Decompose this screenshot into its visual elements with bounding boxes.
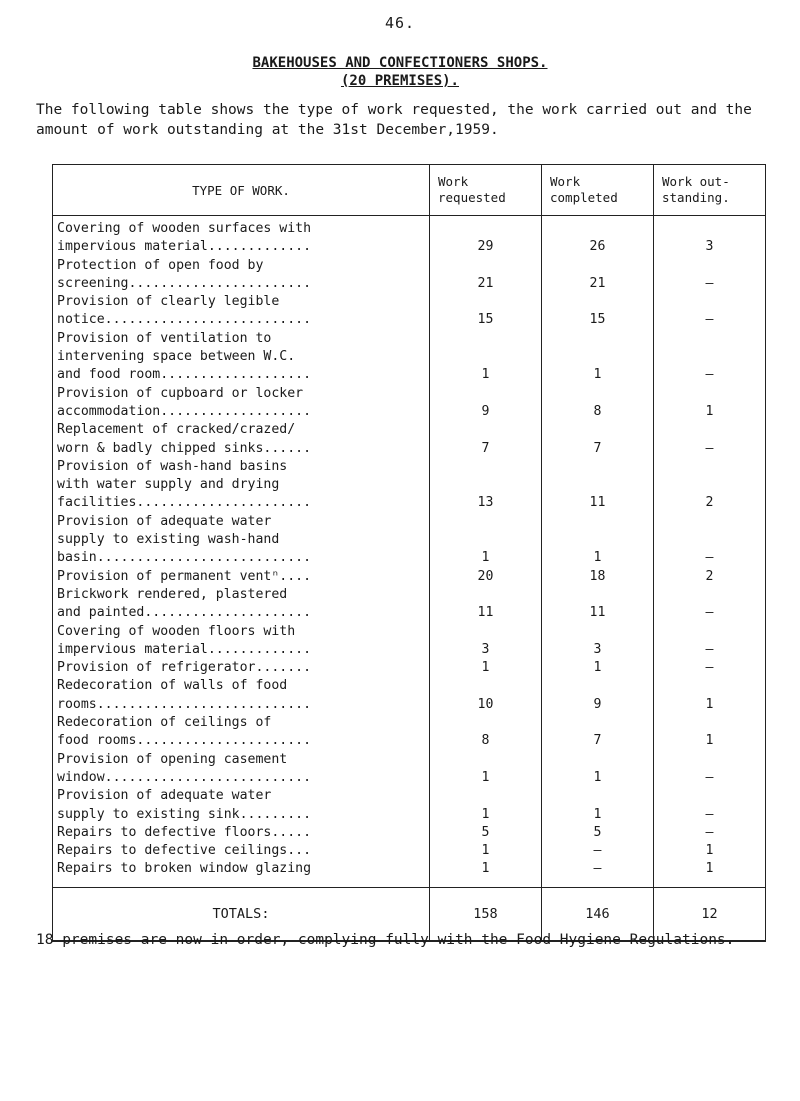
table-row — [53, 860, 766, 887]
row-completed: 18 — [542, 568, 654, 586]
row-type-of-work: Protection of open food by screening....................... — [53, 257, 430, 294]
table-body — [53, 216, 766, 888]
header-work-outstanding: Work out-standing. — [654, 165, 766, 216]
row-requested: 1 — [430, 330, 542, 385]
totals-requested: 158 — [430, 887, 542, 941]
header-work-completed: Work completed — [542, 165, 654, 216]
row-outstanding: – — [654, 293, 766, 330]
row-type-of-work: Provision of permanent ventⁿ.... — [53, 568, 430, 586]
row-outstanding: – — [654, 421, 766, 458]
row-requested: 10 — [430, 677, 542, 714]
table-row — [53, 714, 766, 751]
row-type-of-work: Redecoration of walls of food rooms........................... — [53, 677, 430, 714]
table-row — [53, 293, 766, 330]
table-row — [53, 385, 766, 422]
row-outstanding: – — [654, 257, 766, 294]
row-type-of-work: Provision of wash-hand basins with water supply and drying facilities...................... — [53, 458, 430, 513]
table-row — [53, 677, 766, 714]
row-requested: 29 — [430, 216, 542, 257]
page-title — [0, 54, 800, 90]
row-type-of-work: Covering of wooden surfaces with impervious material............. — [53, 216, 430, 257]
table-row — [53, 751, 766, 788]
table-header-row — [53, 165, 766, 216]
row-outstanding: – — [654, 751, 766, 788]
row-completed: 11 — [542, 586, 654, 623]
table-row — [53, 586, 766, 623]
row-completed: 5 — [542, 824, 654, 842]
row-outstanding: 3 — [654, 216, 766, 257]
table-row — [53, 216, 766, 257]
row-type-of-work: Provision of clearly legible notice.......................... — [53, 293, 430, 330]
table-row — [53, 659, 766, 677]
table-row — [53, 623, 766, 660]
row-completed: 1 — [542, 659, 654, 677]
row-outstanding: 2 — [654, 568, 766, 586]
row-requested: 1 — [430, 659, 542, 677]
row-outstanding: – — [654, 586, 766, 623]
totals-label: TOTALS: — [53, 887, 430, 941]
row-requested: 3 — [430, 623, 542, 660]
intro-paragraph: The following table shows the type of work requested, the work carried out and the amount of work outstanding at the 31st December,1959. — [36, 102, 752, 138]
title-line-2: (20 PREMISES). — [340, 73, 459, 89]
row-type-of-work: Provision of adequate water supply to existing wash-hand basin........................... — [53, 513, 430, 568]
table-row — [53, 787, 766, 824]
table-row — [53, 824, 766, 842]
row-completed: 8 — [542, 385, 654, 422]
row-type-of-work: Provision of cupboard or locker accommodation................... — [53, 385, 430, 422]
table-row — [53, 458, 766, 513]
table-row — [53, 421, 766, 458]
row-completed: 26 — [542, 216, 654, 257]
row-outstanding: – — [654, 623, 766, 660]
row-requested: 8 — [430, 714, 542, 751]
row-completed: 9 — [542, 677, 654, 714]
row-type-of-work: Brickwork rendered, plastered and painted..................... — [53, 586, 430, 623]
row-type-of-work: Repairs to defective floors..... — [53, 824, 430, 842]
row-type-of-work: Repairs to broken window glazing — [53, 860, 430, 887]
row-completed: 21 — [542, 257, 654, 294]
row-outstanding: – — [654, 787, 766, 824]
totals-completed: 146 — [542, 887, 654, 941]
page-number: 46. — [384, 14, 416, 32]
row-completed: – — [542, 842, 654, 860]
row-outstanding: 2 — [654, 458, 766, 513]
row-outstanding: 1 — [654, 677, 766, 714]
row-completed: 11 — [542, 458, 654, 513]
row-outstanding: – — [654, 330, 766, 385]
row-requested: 9 — [430, 385, 542, 422]
row-requested: 21 — [430, 257, 542, 294]
row-type-of-work: Replacement of cracked/crazed/ worn & badly chipped sinks...... — [53, 421, 430, 458]
row-completed: 7 — [542, 714, 654, 751]
row-type-of-work: Provision of adequate water supply to existing sink......... — [53, 787, 430, 824]
row-completed: 15 — [542, 293, 654, 330]
header-type-of-work: TYPE OF WORK. — [53, 165, 430, 216]
row-requested: 1 — [430, 787, 542, 824]
row-type-of-work: Redecoration of ceilings of food rooms...................... — [53, 714, 430, 751]
header-work-requested: Work requested — [430, 165, 542, 216]
row-completed: 1 — [542, 787, 654, 824]
row-requested: 11 — [430, 586, 542, 623]
work-table-container — [52, 164, 765, 942]
row-requested: 1 — [430, 860, 542, 887]
row-outstanding: 1 — [654, 860, 766, 887]
table-row — [53, 330, 766, 385]
row-requested: 15 — [430, 293, 542, 330]
row-outstanding: – — [654, 659, 766, 677]
row-requested: 13 — [430, 458, 542, 513]
table-row — [53, 568, 766, 586]
work-table — [52, 164, 766, 942]
row-completed: 7 — [542, 421, 654, 458]
closing-paragraph: 18 premises are now in order, complying fully with the Food Hygiene Regulations. — [36, 932, 735, 948]
title-line-1: BAKEHOUSES AND CONFECTIONERS SHOPS. — [252, 55, 548, 71]
row-type-of-work: Provision of opening casement window.......................... — [53, 751, 430, 788]
row-completed: 1 — [542, 513, 654, 568]
row-type-of-work: Provision of refrigerator....... — [53, 659, 430, 677]
row-outstanding: – — [654, 824, 766, 842]
row-requested: 1 — [430, 842, 542, 860]
row-completed: 1 — [542, 751, 654, 788]
row-outstanding: 1 — [654, 385, 766, 422]
totals-outstanding: 12 — [654, 887, 766, 941]
row-completed: – — [542, 860, 654, 887]
row-completed: 1 — [542, 330, 654, 385]
row-outstanding: – — [654, 513, 766, 568]
table-row — [53, 513, 766, 568]
row-requested: 1 — [430, 751, 542, 788]
row-requested: 7 — [430, 421, 542, 458]
row-type-of-work: Repairs to defective ceilings... — [53, 842, 430, 860]
row-requested: 1 — [430, 513, 542, 568]
row-outstanding: 1 — [654, 842, 766, 860]
row-requested: 20 — [430, 568, 542, 586]
row-type-of-work: Covering of wooden floors with impervious material............. — [53, 623, 430, 660]
row-type-of-work: Provision of ventilation to intervening space between W.C. and food room................... — [53, 330, 430, 385]
row-requested: 5 — [430, 824, 542, 842]
table-row — [53, 842, 766, 860]
row-completed: 3 — [542, 623, 654, 660]
table-row — [53, 257, 766, 294]
row-outstanding: 1 — [654, 714, 766, 751]
